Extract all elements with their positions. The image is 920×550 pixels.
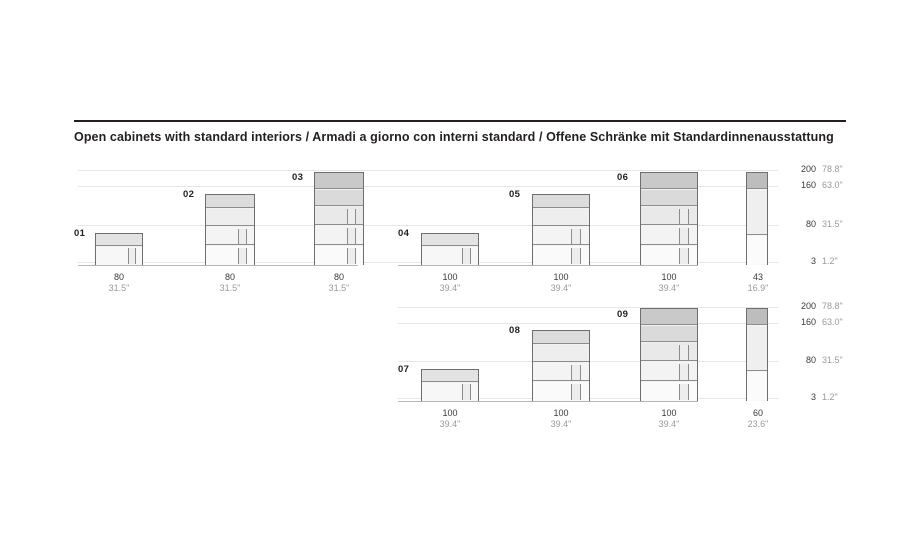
baseline-top-left bbox=[78, 265, 358, 266]
unit-02-width-in: 31.5" bbox=[219, 283, 241, 293]
unit-07-dims bbox=[415, 408, 485, 430]
unit-08-width-cm: 100 bbox=[553, 408, 569, 418]
scale-bottom-160-cm: 160 bbox=[800, 317, 816, 327]
scale-top-80-in: 31.5" bbox=[822, 219, 843, 229]
swatch-top-width-in: 16.9" bbox=[747, 283, 769, 293]
scale-bottom-160-in: 63.0" bbox=[822, 317, 843, 327]
scale-top-200-in: 78.8" bbox=[822, 164, 843, 174]
unit-01-dims bbox=[84, 272, 154, 294]
baseline-top-right bbox=[398, 265, 698, 266]
scale-bottom-80-in: 31.5" bbox=[822, 355, 843, 365]
unit-06-width-cm: 100 bbox=[661, 272, 677, 282]
unit-07-width-cm: 100 bbox=[442, 408, 458, 418]
unit-02-width-cm: 80 bbox=[224, 272, 235, 282]
unit-03-width-cm: 80 bbox=[333, 272, 344, 282]
unit-05-code: 05 bbox=[509, 189, 521, 200]
unit-01-width-cm: 80 bbox=[113, 272, 124, 282]
scale-bottom-3-in: 1.2" bbox=[822, 392, 838, 402]
swatch-bottom-width-in: 23.6" bbox=[747, 419, 769, 429]
scale-top-80-cm: 80 bbox=[805, 219, 816, 229]
scale-bottom-80-cm: 80 bbox=[805, 355, 816, 365]
unit-06-code: 06 bbox=[617, 172, 629, 183]
unit-04-code: 04 bbox=[398, 228, 410, 239]
unit-06-width-in: 39.4" bbox=[658, 283, 680, 293]
title-rule bbox=[74, 120, 846, 122]
gridline-200-bottom bbox=[398, 307, 778, 308]
unit-09-width-cm: 100 bbox=[661, 408, 677, 418]
gridline-200-top bbox=[78, 170, 778, 171]
unit-05-width-cm: 100 bbox=[553, 272, 569, 282]
scale-top-3-in: 1.2" bbox=[822, 256, 838, 266]
unit-04-width-cm: 100 bbox=[442, 272, 458, 282]
unit-01-width-in: 31.5" bbox=[108, 283, 130, 293]
scale-top-3-cm: 3 bbox=[810, 256, 816, 266]
scale-bottom-3-cm: 3 bbox=[810, 392, 816, 402]
unit-02-dims bbox=[195, 272, 265, 294]
unit-09-code: 09 bbox=[617, 309, 629, 320]
swatch-bottom-width-cm: 60 bbox=[752, 408, 763, 418]
unit-09-dims bbox=[634, 408, 704, 430]
unit-03-code: 03 bbox=[292, 172, 304, 183]
unit-08-code: 08 bbox=[509, 325, 521, 336]
swatch-top-width-cm: 43 bbox=[752, 272, 763, 282]
scale-top-200-cm: 200 bbox=[800, 164, 816, 174]
scale-top-160-in: 63.0" bbox=[822, 180, 843, 190]
scale-top-160-cm: 160 bbox=[800, 180, 816, 190]
gridline-160-bottom bbox=[398, 323, 778, 324]
unit-04-dims bbox=[415, 272, 485, 294]
unit-07-code: 07 bbox=[398, 364, 410, 375]
baseline-bottom bbox=[398, 401, 698, 402]
page-title: Open cabinets with standard interiors / Armadi a giorno con interni standard / Offene Schränke mit Standardinnenausstattung bbox=[74, 130, 834, 144]
unit-05-dims bbox=[526, 272, 596, 294]
unit-04-width-in: 39.4" bbox=[439, 283, 461, 293]
unit-06-dims bbox=[634, 272, 704, 294]
scale-bottom-200-in: 78.8" bbox=[822, 301, 843, 311]
unit-01-code: 01 bbox=[74, 228, 86, 239]
unit-08-dims bbox=[526, 408, 596, 430]
unit-05-width-in: 39.4" bbox=[550, 283, 572, 293]
unit-03-dims bbox=[304, 272, 374, 294]
swatch-bottom-dims bbox=[723, 408, 793, 430]
swatch-top-dims bbox=[723, 272, 793, 294]
unit-09-width-in: 39.4" bbox=[658, 419, 680, 429]
unit-03-width-in: 31.5" bbox=[328, 283, 350, 293]
unit-08-width-in: 39.4" bbox=[550, 419, 572, 429]
scale-bottom-200-cm: 200 bbox=[800, 301, 816, 311]
unit-07-width-in: 39.4" bbox=[439, 419, 461, 429]
unit-02-code: 02 bbox=[183, 189, 195, 200]
